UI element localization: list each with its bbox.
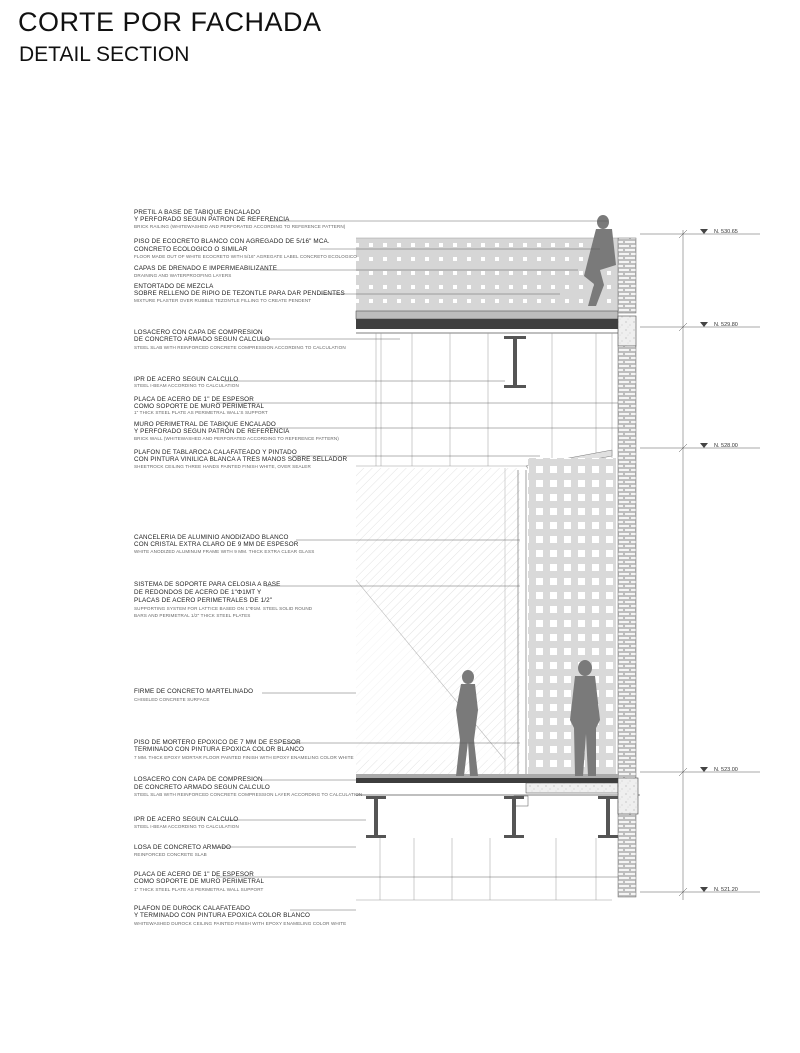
drawing-subtitle: DETAIL SECTION: [19, 43, 190, 66]
level-label: N. 521.20: [714, 887, 738, 893]
annotation-es: Y TERMINADO CON PINTURA EPOXICA COLOR BLANCO: [134, 912, 311, 919]
level-label: N. 530.65: [714, 229, 738, 235]
upper-i-beam: [504, 336, 526, 388]
annotation-es: Y PERFORADO SEGUN PATRON DE REFERENCIA: [134, 428, 290, 435]
annotation-losa-concreto: [134, 844, 231, 857]
annotation-entortado: [134, 283, 345, 303]
annotation-es: CONCRETO ECOLOGICO O SIMILAR: [134, 246, 248, 253]
lower-i-beams: [366, 796, 618, 838]
annotation-en: WHITEWASHED DUROCK CEILING PAINTED FINISH WITH EPOXY ENAMELING COLOR WHITE: [134, 921, 347, 926]
annotation-en: STEEL SLAB WITH REINFORCED CONCRETE COMPRESSION LAYER ACCORDING TO CALCULATION: [134, 792, 363, 797]
annotation-es: Y PERFORADO SEGUN PATRON DE REFERENCIA: [134, 216, 290, 223]
annotation-piso-ecocreto: [134, 238, 357, 259]
lattice-facade: [528, 458, 616, 774]
drawing-title: CORTE POR FACHADA: [18, 7, 322, 37]
annotation-en: 1" THICK STEEL PLATE AS PERIMETRAL WALL SUPPORT: [134, 887, 264, 892]
level-label: N. 528.00: [714, 443, 738, 449]
level-labels: [714, 229, 738, 893]
annotation-en: BRICK WALL (WHITEWASHED AND PERFORATED ACCORDING TO REFERENCE PATTERN): [134, 436, 339, 441]
annotation-placa-upper: [134, 396, 268, 415]
annotation-en: STEEL I-BEAM ACCORDING TO CALCULATION: [134, 383, 239, 388]
annotation-sistema-soporte: [134, 581, 313, 618]
annotation-en: STEEL SLAB WITH REINFORCED CONCRETE COMPRESSION ACCORDING TO CALCULATION: [134, 345, 346, 350]
lower-window-frame: [356, 838, 612, 900]
annotation-es: MURO PERIMETRAL DE TABIQUE ENCALADO: [134, 421, 276, 428]
annotation-es: DE REDONDOS DE ACERO DE 1"Φ1MT Y: [134, 589, 262, 596]
annotation-es: PISO DE ECOCRETO BLANCO CON AGREGADO DE 5/16" MCA.: [134, 238, 330, 245]
annotation-es: COMO SOPORTE DE MURO PERIMETRAL: [134, 403, 265, 410]
annotation-es: FIRME DE CONCRETO MARTELINADO: [134, 688, 254, 695]
annotation-losacero-lower: [134, 776, 362, 797]
annotation-es: CON PINTURA VINILICA BLANCA A TRES MANOS SOBRE SELLADOR: [134, 456, 348, 463]
annotation-en: REINFORCED CONCRETE SLAB: [134, 852, 207, 857]
annotation-es: SISTEMA DE SOPORTE PARA CELOSIA A BASE: [134, 581, 281, 588]
level-label: N. 523.00: [714, 767, 738, 773]
annotation-placa-lower: [134, 871, 264, 892]
annotation-plafon-durock: [134, 905, 346, 926]
annotation-en: BRICK RAILING (WHITEWASHED AND PERFORATED ACCORDING TO REFERENCE PATTERN): [134, 224, 346, 229]
annotation-es: LOSACERO CON CAPA DE COMPRESION: [134, 329, 263, 336]
annotation-es: LOSA DE CONCRETO ARMADO: [134, 844, 232, 851]
annotation-en: WHITE ANODIZED ALUMINUM FRAME WITH 9 MM. THICK EXTRA CLEAR GLASS: [134, 549, 315, 554]
annotation-plafon-tablaroca: [134, 449, 347, 469]
level-dimension-lines: [640, 230, 760, 900]
annotation-en: CHISELED CONCRETE SURFACE: [134, 697, 210, 702]
annotation-piso-mortero: [134, 739, 354, 760]
annotation-en: FLOOR MADE OUT OF WHITE ECOCRETO WITH 5/16" AGREGATE LABEL CONCRETO ECOLOGICO: [134, 254, 357, 259]
annotation-en: SUPPORTING SYSTEM FOR LATTICE BASED ON 1"Φ1M. STEEL SOLID ROUND: [134, 606, 313, 611]
annotation-muro-perimetral: [134, 421, 339, 441]
annotation-es: CON CRISTAL EXTRA CLARO DE 9 MM DE ESPESOR: [134, 541, 299, 548]
annotation-es: PLACAS DE ACERO PERIMETRALES DE 1/2": [134, 597, 273, 604]
annotation-es: SOBRE RELLENO DE RIPIO DE TEZONTLE PARA DAR PENDIENTES: [134, 290, 345, 297]
annotation-ipr-lower: [134, 816, 239, 829]
interior-hatched-wall: [356, 468, 520, 774]
annotation-es: DE CONCRETO ARMADO SEGUN CALCULO: [134, 784, 270, 791]
annotation-en: MIXTURE PLASTER OVER RUBBLE TEZONTLE FILLING TO CREATE PENDENT: [134, 298, 312, 303]
annotation-es: PLAFON DE DUROCK CALAFATEADO: [134, 905, 251, 912]
annotation-es: PLACA DE ACERO DE 1" DE ESPESOR: [134, 871, 254, 878]
annotation-es: PISO DE MORTERO EPOXICO DE 7 MM DE ESPESOR: [134, 739, 301, 746]
annotation-es: PLACA DE ACERO DE 1" DE ESPESOR: [134, 396, 254, 403]
annotation-es: DE CONCRETO ARMADO SEGUN CALCULO: [134, 336, 270, 343]
annotation-en: STEEL I-BEAM ACCORDING TO CALCULATION: [134, 824, 239, 829]
level-label: N. 529.80: [714, 322, 738, 328]
annotation-es: LOSACERO CON CAPA DE COMPRESION: [134, 776, 263, 783]
annotation-es: PRETIL A BASE DE TABIQUE ENCALADO: [134, 209, 261, 216]
annotation-firme-concreto: [134, 688, 253, 702]
annotation-labels: [134, 209, 362, 926]
annotation-en: DRAINING AND WATERPROOFING LAYERS: [134, 273, 232, 278]
annotation-es: PLAFON DE TABLAROCA CALAFATEADO Y PINTADO: [134, 449, 297, 456]
annotation-ipr-upper: [134, 376, 239, 388]
annotation-es: TERMINADO CON PINTURA EPOXICA COLOR BLANCO: [134, 746, 305, 753]
annotation-es: IPR DE ACERO SEGUN CALCULO: [134, 816, 239, 823]
annotation-capas-drenado: [134, 265, 277, 278]
level-markers: [700, 229, 708, 892]
annotation-es: CANCELERIA DE ALUMINIO ANODIZADO BLANCO: [134, 534, 289, 541]
annotation-es: ENTORTADO DE MEZCLA: [134, 283, 214, 290]
annotation-es: CAPAS DE DRENADO E IMPERMEABILIZANTE: [134, 265, 278, 272]
annotation-pretil: [134, 209, 346, 229]
annotation-en: 7 MM. THICK EPOXY MORTAR FLOOR PAINTED FINISH WITH EPOXY ENAMELING COLOR WHITE: [134, 755, 354, 760]
upper-window-frame: [356, 333, 612, 466]
lower-slab: [356, 774, 640, 814]
annotation-canceleria: [134, 534, 314, 554]
roof-slab: [356, 311, 636, 346]
annotation-losacero-upper: [134, 329, 346, 350]
annotation-es: COMO SOPORTE DE MURO PERIMETRAL: [134, 878, 265, 885]
annotation-en: BARS AND PERIMETRAL 1/2" THICK STEEL PLATES: [134, 613, 251, 618]
annotation-es: IPR DE ACERO SEGUN CALCULO: [134, 376, 239, 383]
annotation-en: 1" THICK STEEL PLATE AS PERIMETRAL WALL'S SUPPORT: [134, 410, 268, 415]
annotation-en: SHEETROCK CEILING THREE HANDS PAINTED FINISH WHITE, OVER SEALER: [134, 464, 311, 469]
